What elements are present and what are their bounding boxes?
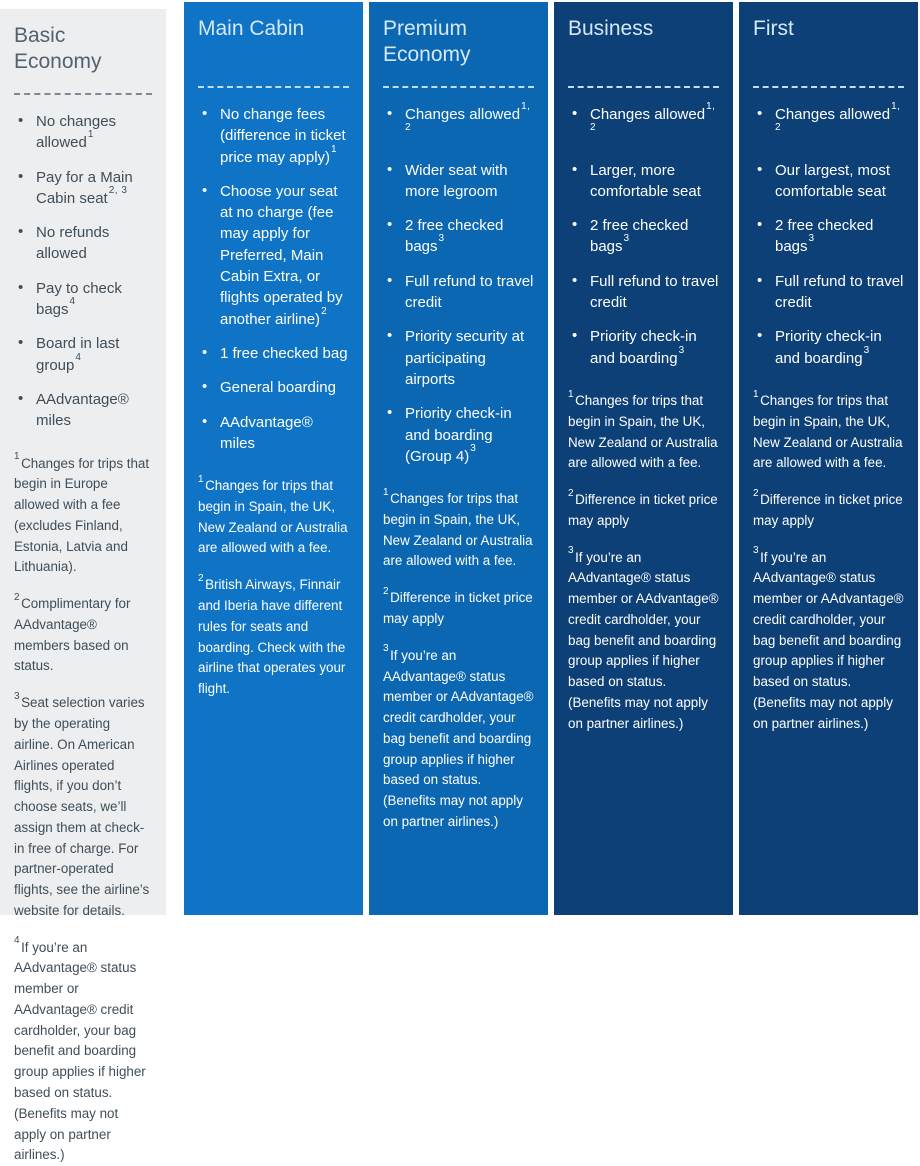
footnote-number: 2 [198,572,205,584]
benefit-item [198,104,349,168]
benefit-text: 2 free checked bags [590,217,689,256]
footnote-text: Changes for trips that begin in Spain, the UK, New Zealand or Australia are allowed with a fee. [753,392,903,471]
bullet-icon: • [387,271,393,289]
bullet-icon: • [387,160,393,178]
bullet-icon: • [572,160,578,178]
footnote-text: Changes for trips that begin in Spain, the UK, New Zealand or Australia are allowed with a fee. [198,478,348,556]
footnote-marker: 3 [438,233,445,245]
benefit-item [753,326,904,369]
benefit-item [753,101,904,147]
fare-column-title: Main Cabin [198,17,305,40]
benefit-item [14,333,152,376]
benefit-item [14,111,152,154]
benefit-text: 1 free checked bag [220,344,348,362]
footnote [383,585,534,630]
footnote-number: 2 [14,591,21,603]
benefit-text: Changes allowed [775,106,891,123]
footnote-marker: 2, 3 [108,184,128,196]
footnote-marker: 3 [470,442,477,454]
footnote-marker: 3 [678,344,685,356]
bullet-icon: • [387,327,393,345]
benefit-text: No changes allowed [36,113,117,152]
footnote-number: 1 [753,388,760,400]
fare-column-main-cabin [184,2,363,915]
benefits-list [568,101,719,369]
footnote-number: 2 [383,585,390,597]
benefit-item [198,343,349,364]
bullet-icon: • [572,271,578,289]
dashed-divider [753,86,904,88]
footnote-number: 1 [568,388,575,400]
benefit-item [568,271,719,314]
dashed-divider [568,86,719,88]
bullet-icon: • [18,223,24,241]
dashed-divider [383,86,534,88]
footnote [14,690,152,921]
footnote [568,388,719,474]
footnote-marker: 4 [75,351,82,363]
bullet-icon: • [387,105,393,122]
bullet-icon: • [387,216,393,234]
benefit-text: Full refund to travel credit [775,272,904,312]
bullet-icon: • [202,343,208,361]
bullet-icon: • [202,412,208,430]
benefit-item [383,160,534,203]
benefit-text: General boarding [220,379,336,397]
footnotes-section [753,388,904,734]
footnote [14,935,152,1166]
benefit-text: Pay for a Main Cabin seat [36,168,133,207]
benefit-text: AAdvantage® miles [220,413,313,452]
benefit-text: No refunds allowed [36,224,110,263]
footnote-number: 3 [568,545,575,557]
bullet-icon: • [757,105,763,122]
footnote-number: 1 [14,451,21,463]
benefit-item [383,271,534,314]
bullet-icon: • [757,160,763,178]
benefit-text: Our largest, most comfortable seat [775,161,891,200]
bullet-icon: • [202,378,208,396]
footnote [383,486,534,572]
bullet-icon: • [387,404,393,422]
benefit-text: Priority security at participating airports [405,328,525,388]
benefit-text: Changes allowed [590,106,706,123]
footnote [383,643,534,833]
benefit-text: Board in last group [36,335,120,374]
footnote-number: 2 [568,487,575,499]
benefit-item [14,167,152,210]
benefit-text: Priority check-in and boarding (Group 4) [405,405,512,465]
footnote [14,451,152,579]
fare-column-title: Business [568,17,654,40]
footnote-text: Complimentary for AAdvantage® members based on status. [14,596,131,674]
benefit-text: Pay to check bags [36,279,122,319]
footnote-text: Difference in ticket price may apply [383,590,533,626]
benefit-item [383,101,534,147]
benefit-text: Larger, more comfortable seat [590,161,701,200]
benefit-text: Changes allowed [405,106,521,123]
benefit-item [753,160,904,203]
footnote [198,572,349,700]
footnote-marker: 1, 2 [590,101,716,134]
benefit-text: 2 free checked bags [405,217,504,256]
bullet-icon: • [202,105,208,122]
footnote-number: 3 [753,545,760,557]
benefit-item [568,101,719,147]
benefit-item [568,215,719,258]
footnote [568,487,719,532]
benefits-list [753,101,904,369]
fare-column-business [554,2,733,915]
footnote-text: If you’re an AAdvantage® status member or AAdvantage® credit cardholder, your bag benefit and boarding group applies if higher based on status. (Benefits may not apply on partner airlines.) [568,549,719,731]
footnote-text: Seat selection varies by the operating airline. On American Airlines operated flights, if you don’t choose seats, we’ll assign them at check-in free of charge. For partner-operated flights, see the airline’s website for details. [14,695,150,918]
bullet-icon: • [572,105,578,122]
benefit-text: Full refund to travel credit [405,272,534,312]
footnote-marker: 4 [69,296,76,308]
footnote-number: 4 [14,935,21,947]
footnote-marker: 1, 2 [405,101,531,134]
footnote-text: If you’re an AAdvantage® status member or AAdvantage® credit cardholder, your bag benefit and boarding group applies if higher based on status. (Benefits may not apply on partner airlines.) [383,647,534,829]
footnote [753,388,904,474]
benefit-text: No change fees (difference in ticket price may apply) [220,106,346,166]
benefit-item [14,389,152,432]
footnote [753,487,904,532]
bullet-icon: • [18,334,24,352]
footnote-marker: 3 [863,344,870,356]
benefit-text: Wider seat with more legroom [405,161,508,200]
fare-column-basic-economy [0,9,166,1163]
bullet-icon: • [18,112,24,129]
footnote-text: Difference in ticket price may apply [568,492,718,528]
benefit-item [568,160,719,203]
dashed-divider [14,93,152,95]
footnote-marker: 1, 2 [775,101,901,134]
benefit-item [198,412,349,455]
bullet-icon: • [18,389,24,407]
benefit-item [753,271,904,314]
footnote [14,591,152,677]
fare-column-title: First [753,17,794,40]
fare-column-title: Basic Economy [14,24,102,74]
footnote-text: If you’re an AAdvantage® status member or AAdvantage® credit cardholder, your bag benefit and boarding group applies if higher based on status. (Benefits may not apply on partner airlines.) [753,549,904,731]
bullet-icon: • [572,216,578,234]
benefits-list [383,101,534,467]
bullet-icon: • [757,216,763,234]
bullet-icon: • [18,167,24,185]
benefit-item [383,403,534,467]
benefit-item [383,326,534,390]
dashed-divider [198,86,349,88]
benefits-list [14,111,152,432]
footnotes-section [198,473,349,700]
fare-column-title: Premium Economy [383,17,471,67]
footnote-number: 1 [383,486,390,498]
benefit-text: Priority check-in and boarding [775,328,882,367]
benefit-text: Full refund to travel credit [590,272,719,312]
fare-column-first [739,2,918,915]
benefit-item [383,215,534,258]
footnote-number: 1 [198,473,205,485]
footnotes-section [14,451,152,1166]
bullet-icon: • [757,271,763,289]
footnote-number: 3 [383,643,390,655]
benefit-text: Choose your seat at no charge (fee may apply for Preferred, Main Cabin Extra, or flights operated by another airline) [220,182,343,328]
benefit-item [14,222,152,265]
benefit-item [568,326,719,369]
bullet-icon: • [757,327,763,345]
benefits-list [198,104,349,454]
fare-column-premium-economy [369,2,548,915]
footnote-marker: 3 [623,233,630,245]
footnote-text: Difference in ticket price may apply [753,492,903,528]
footnote-marker: 3 [808,233,815,245]
footnote-text: If you’re an AAdvantage® status member or AAdvantage® credit cardholder, your bag benefit and boarding group applies if higher based on status. (Benefits may not apply on partner airlines.) [14,939,146,1163]
footnote [198,473,349,559]
footnotes-section [383,486,534,832]
bullet-icon: • [202,181,208,199]
footnote-text: British Airways, Finnair and Iberia have different rules for seats and boarding. Check with the airline that operates your flight. [198,577,346,697]
benefit-text: 2 free checked bags [775,217,874,256]
footnote [568,545,719,735]
footnote-marker: 1 [87,129,94,141]
footnote-number: 3 [14,690,21,702]
footnote-text: Changes for trips that begin in Spain, the UK, New Zealand or Australia are allowed with a fee. [383,491,533,569]
footnote-number: 2 [753,487,760,499]
bullet-icon: • [18,278,24,296]
benefit-item [14,278,152,321]
benefit-item [198,181,349,330]
bullet-icon: • [572,327,578,345]
benefit-text: Priority check-in and boarding [590,328,697,367]
benefit-item [198,377,349,398]
benefit-text: AAdvantage® miles [36,390,129,430]
footnote [753,545,904,735]
footnote-marker: 1 [331,143,338,155]
footnotes-section [568,388,719,734]
footnote-text: Changes for trips that begin in Europe allowed with a fee (excludes Finland, Estonia, Latvia and Lithuania). [14,455,150,575]
footnote-text: Changes for trips that begin in Spain, the UK, New Zealand or Australia are allowed with a fee. [568,392,718,471]
benefit-item [753,215,904,258]
footnote-marker: 2 [321,305,328,317]
